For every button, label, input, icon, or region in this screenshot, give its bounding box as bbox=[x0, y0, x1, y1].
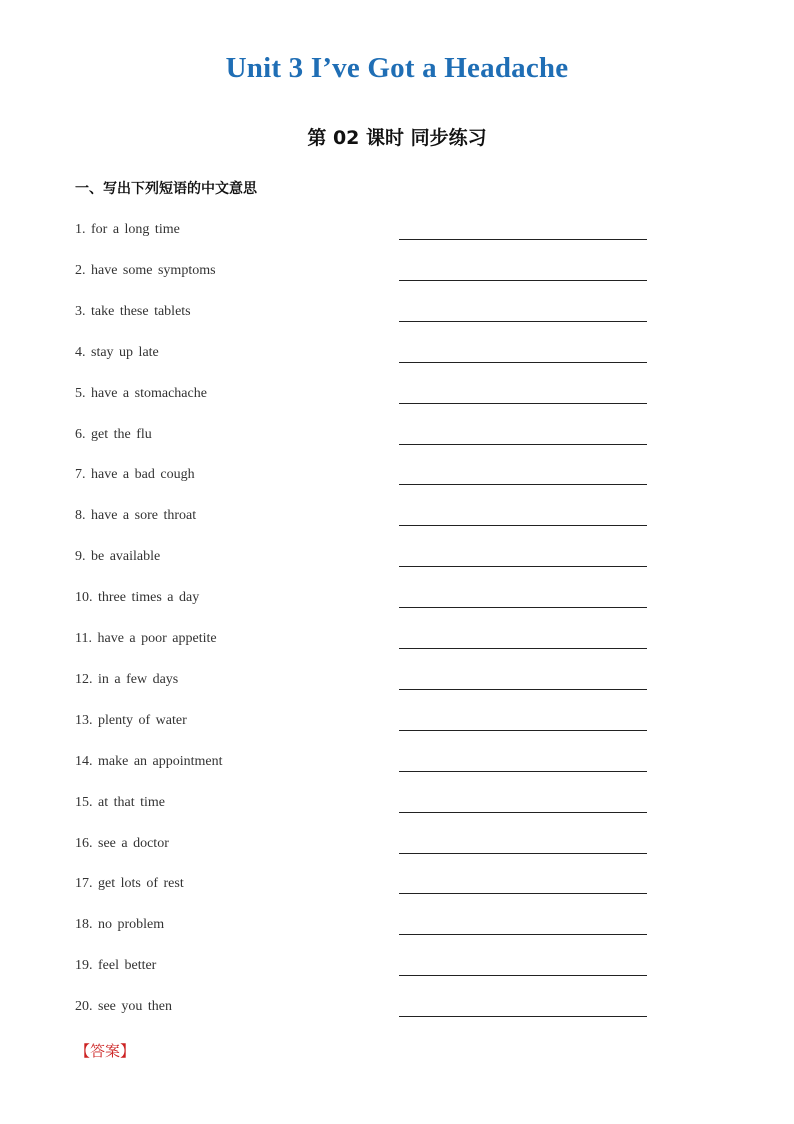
answer-blank-line[interactable] bbox=[399, 893, 647, 894]
answer-blank-line[interactable] bbox=[399, 403, 647, 404]
phrase-text: 13. plenty of water bbox=[75, 712, 187, 728]
phrase-text: 4. stay up late bbox=[75, 344, 159, 360]
phrase-text: 3. take these tablets bbox=[75, 303, 191, 319]
answer-blank-line[interactable] bbox=[399, 280, 647, 281]
lesson-subtitle: 第 02 课时 同步练习 bbox=[307, 127, 487, 149]
phrase-text: 19. feel better bbox=[75, 958, 157, 974]
phrase-text: 10. three times a day bbox=[75, 590, 200, 606]
phrase-text: 17. get lots of rest bbox=[75, 876, 184, 892]
list-item bbox=[75, 343, 647, 367]
answer-blank-line[interactable] bbox=[399, 648, 647, 649]
answer-blank-line[interactable] bbox=[399, 239, 647, 240]
answer-blank-line[interactable] bbox=[399, 566, 647, 567]
list-item bbox=[75, 465, 647, 489]
phrase-text: 16. see a doctor bbox=[75, 835, 169, 851]
phrase-text: 20. see you then bbox=[75, 999, 172, 1015]
answer-blank-line[interactable] bbox=[399, 444, 647, 445]
phrase-text: 5. have a stomachache bbox=[75, 385, 207, 401]
answer-blank-line[interactable] bbox=[399, 771, 647, 772]
answer-blank-line[interactable] bbox=[399, 362, 647, 363]
answer-blank-line[interactable] bbox=[399, 975, 647, 976]
list-item bbox=[75, 506, 647, 530]
phrase-text: 11. have a poor appetite bbox=[75, 631, 217, 646]
list-item bbox=[75, 588, 647, 612]
answer-blank-line[interactable] bbox=[399, 1016, 647, 1017]
phrase-text: 15. at that time bbox=[75, 794, 165, 810]
phrase-text: 8. have a sore throat bbox=[75, 508, 197, 524]
phrase-text: 1. for a long time bbox=[75, 222, 180, 237]
answer-blank-line[interactable] bbox=[399, 484, 647, 485]
phrase-text: 2. have some symptoms bbox=[75, 262, 216, 278]
list-item bbox=[75, 997, 647, 1021]
list-item bbox=[75, 711, 647, 735]
list-item bbox=[75, 793, 647, 817]
answer-blank-line[interactable] bbox=[399, 689, 647, 690]
list-item bbox=[75, 752, 647, 776]
list-item bbox=[75, 956, 647, 980]
list-item bbox=[75, 670, 647, 694]
list-item bbox=[75, 834, 647, 858]
phrase-text: 7. have a bad cough bbox=[75, 467, 195, 483]
list-item bbox=[75, 302, 647, 326]
list-item bbox=[75, 220, 647, 244]
answer-blank-line[interactable] bbox=[399, 934, 647, 935]
phrase-text: 6. get the flu bbox=[75, 426, 152, 442]
answer-label: 【答案】 bbox=[75, 1042, 136, 1060]
answer-blank-line[interactable] bbox=[399, 853, 647, 854]
list-item bbox=[75, 874, 647, 898]
list-item bbox=[75, 629, 647, 653]
phrase-text: 18. no problem bbox=[75, 917, 165, 933]
phrase-text: 12. in a few days bbox=[75, 671, 179, 687]
list-item bbox=[75, 425, 647, 449]
list-item bbox=[75, 915, 647, 939]
answer-blank-line[interactable] bbox=[399, 812, 647, 813]
list-item bbox=[75, 384, 647, 408]
phrase-text: 14. make an appointment bbox=[75, 753, 223, 769]
answer-blank-line[interactable] bbox=[399, 321, 647, 322]
list-item bbox=[75, 547, 647, 571]
answer-blank-line[interactable] bbox=[399, 525, 647, 526]
phrase-text: 9. be available bbox=[75, 549, 161, 565]
section-heading: 一、写出下列短语的中文意思 bbox=[75, 181, 257, 197]
answer-blank-line[interactable] bbox=[399, 607, 647, 608]
answer-blank-line[interactable] bbox=[399, 730, 647, 731]
page-title: Unit 3 I’ve Got a Headache bbox=[225, 52, 569, 84]
list-item bbox=[75, 261, 647, 285]
